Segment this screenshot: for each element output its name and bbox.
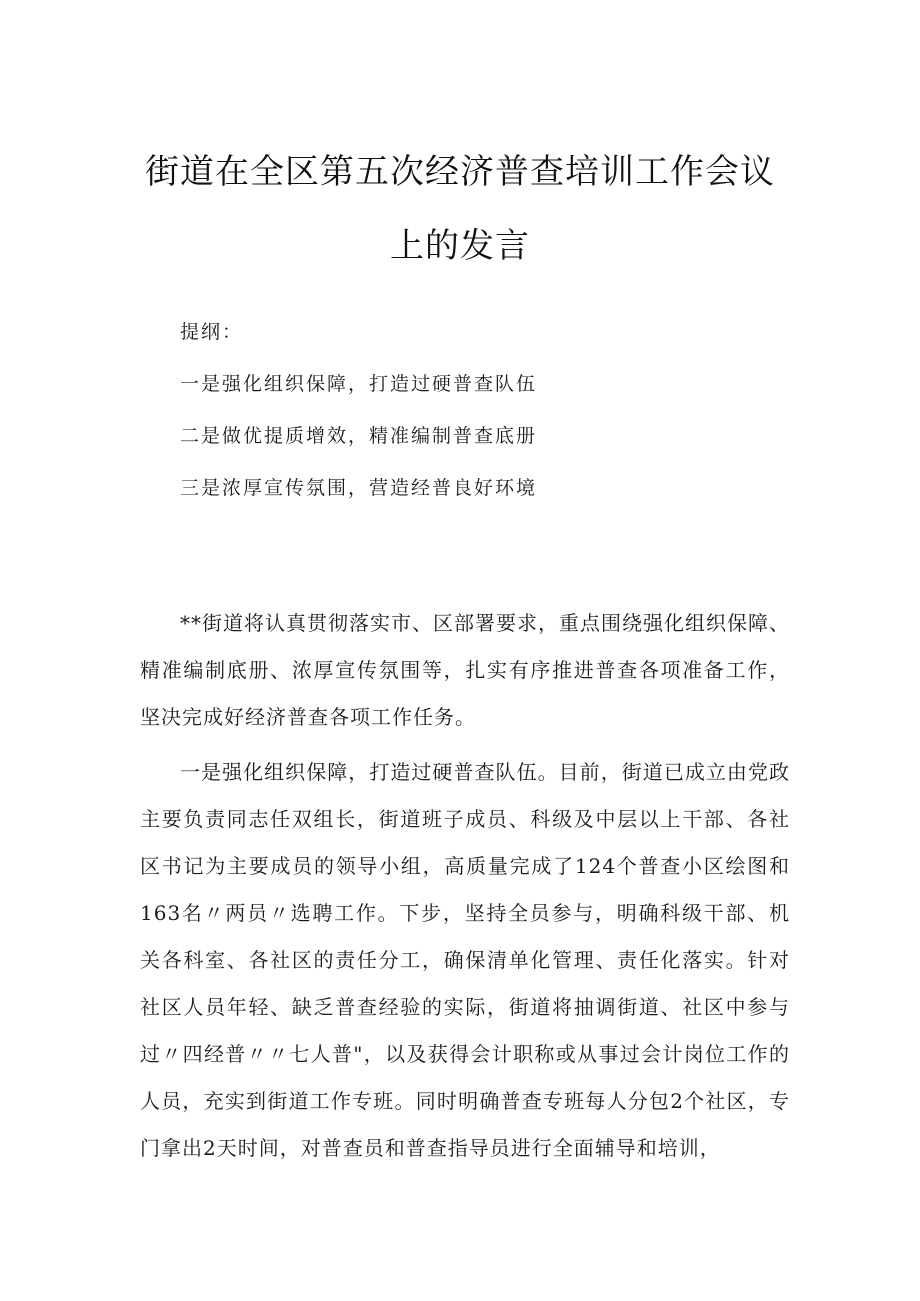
outline-item-2: 二是做优提质增效，精准编制普查底册 [180,425,538,447]
outline-item-1: 一是强化组织保障，打造过硬普查队伍 [180,373,538,395]
document-title-line-1: 街道在全区第五次经济普查培训工作会议 [145,152,775,192]
body-text [140,600,790,1180]
body-paragraph-intro: **街道将认真贯彻落实市、区部署要求，重点围绕强化组织保障、精准编制底册、浓厚宣传氛围等，扎实有序推进普查各项准备工作，坚决完成好经济普查各项工作任务。 [140,611,790,729]
body-paragraph-1: 一是强化组织保障，打造过硬普查队伍。目前，街道已成立由党政主要负责同志任双组长，街道班子成员、科级及中层以上干部、各社区书记为主要成员的领导小组，高质量完成了124个普查小区绘图和163名〃两员〃选聘工作。下步，坚持全员参与，明确科级干部、机关各科室、各社区的责任分工，确保清单化管理、责任化落实。针对社区人员年轻、缺乏普查经验的实际，街道将抽调街道、社区中参与过〃四经普〃〃七人普"，以及获得会计职称或从事过会计岗位工作的人员，充实到街道工作专班。同时明确普查专班每人分包2个社区，专门拿出2天时间，对普查员和普查指导员进行全面辅导和培训， [140,760,790,1160]
document-title-line-2: 上的发言 [390,226,530,266]
outline-section [180,312,537,520]
outline-item-3: 三是浓厚宣传氛围，营造经普良好环境 [180,477,538,499]
outline-heading: 提纲： [180,321,244,343]
